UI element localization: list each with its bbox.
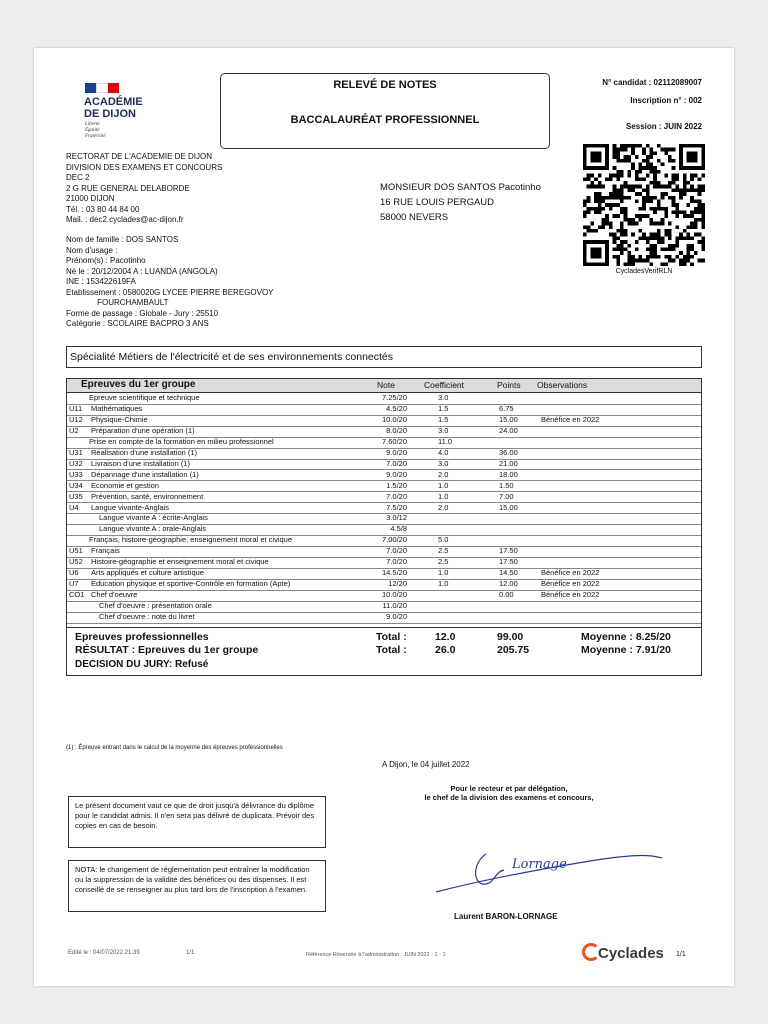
page-number-left: 1/1 (186, 950, 195, 956)
row-code: CO1 (69, 590, 85, 600)
row-coef: 1.0 (438, 579, 449, 589)
row-observation: Bénéfice en 2022 (541, 579, 600, 589)
candidate-info: Nom de famille : DOS SANTOS Nom d'usage : Prénom(s) : Pacotinho Né le : 20/12/2004 A : LUANDA (ANGOLA) INE : 153422619FA Etablissement : 0580020G LYCEE PIERRE BEREGOVOY FOURCHAMBAULT Forme de passage : Globale - Jury : 25510 Catégorie : SCOLAIRE BACPRO 3 ANS (66, 235, 274, 328)
row-label: Langue vivante A : écrite-Anglais (99, 513, 208, 523)
candidate-number: N° candidat : 02112089007 (602, 78, 702, 87)
row-note: 7.0/20 (386, 557, 407, 567)
row-label: Mathématiques (91, 403, 143, 413)
row-code: U35 (69, 491, 83, 501)
row-points: 18.00 (499, 469, 518, 479)
row-label: Français (91, 546, 120, 556)
cyclades-brand: Cyclades (598, 945, 664, 962)
row-note: 7.00/20 (381, 535, 407, 545)
row-note: 8.0/20 (386, 425, 407, 435)
row-code: U51 (69, 546, 83, 556)
row-code: U31 (69, 447, 83, 457)
svg-text:Lornage: Lornage (512, 857, 567, 872)
row-note: 4.5/20 (386, 403, 407, 413)
row-note: 3.0/12 (386, 513, 407, 523)
inscription-number: Inscription n° : 002 (630, 96, 702, 105)
page-number-right: 1/1 (676, 951, 686, 958)
row-coef: 1.0 (438, 568, 449, 578)
row-note: 7.0/20 (386, 458, 407, 468)
row-points: 6.75 (499, 403, 514, 413)
observations-header: Observations (537, 380, 588, 390)
row-note: 4.5/8 (390, 524, 407, 534)
row-note: 12/20 (388, 579, 407, 589)
row-code: U34 (69, 480, 83, 490)
row-label: Arts appliqués et culture artistique (91, 568, 204, 578)
row-coef: 1.5 (438, 403, 449, 413)
row-code: U32 (69, 458, 83, 468)
row-label: Chef d'oeuvre (91, 590, 138, 600)
footnote: (1) : Épreuve entrant dans le calcul de la moyenne des épreuves professionnelles (66, 745, 283, 751)
row-code: U6 (69, 568, 79, 578)
row-coef: 2.0 (438, 469, 449, 479)
row-note: 11.0/20 (382, 601, 407, 611)
row-label: Histoire-géographie et enseignement moral et civique (91, 557, 269, 567)
place-date: A Dijon, le 04 juillet 2022 (382, 760, 470, 769)
grades-table: Epreuves du 1er groupe Note Coefficient Points Observations Epreuve scientifique et technique 7.25/20 3.0 U11 Mathématiques 4.5/20 1.5 6.75 U12 Physique-Chimie 10.0/20 1.5 15.00 Bénéfice en 2022 U2 Préparation d'une opération (1) 8.0/20 3.0 24.00 Prise en compte de la formation en milieu professionnel 7.60/20 11.0 U31 Réalisation d'une installation (1) 9.0/20 4.0 36.00 U32 Livraison d'une installation (1) 7.0/20 3.0 21.00 U33 Dépannage d'une installation (1) 9.0/20 2.0 18.00 U34 Economie et gestion 1.5/20 1.0 1.50 U35 Prévention, santé, environnement 7.0/20 1.0 7.00 U4 Langue vivante-Anglais 7.5/20 2.0 15.00 Langue vivante A : écrite-Anglais 3.0/12 Langue vivante A : orale-Anglais 4.5/8 Français, histoire-géographie, enseignement moral et civique 7.00/20 5.0 U51 Français 7.0/20 2.5 17.50 U52 Histoire-géographie et enseignement moral et civique 7.0/20 2.5 17.50 U6 Arts appliqués et culture artistique 14.5/20 1.0 14.50 Bénéfice en 2022 U7 Education physique et sportive-Contrôle en formation (Apte) 12/20 1.0 12.00 Bénéfice en 2022 CO1 Chef d'oeuvre 10.0/20 0.00 Bénéfice en 2022 Chef d'oeuvre : présentation orale 11.0/20 Chef d'oeuvre : note du livret 9.0/20 Epreuves professionnelles Total : 12.0 99.00 Moyenne : 8.25/20 RÉSULTAT : Epreuves du 1er groupe Total : 26.0 205.75 Moyenne : 7.91/20 DECISION DU JURY: Refusé (66, 378, 702, 676)
row-label: Préparation d'une opération (1) (91, 425, 195, 435)
row-points: 36.00 (499, 447, 518, 457)
note-header: Note (377, 380, 395, 390)
group-header: Epreuves du 1er groupe (81, 379, 196, 390)
coef-header: Coefficient (424, 380, 465, 390)
row-note: 9.0/20 (386, 447, 407, 457)
row-points: 17.50 (499, 546, 518, 556)
row-label: Langue vivante A : orale-Anglais (99, 524, 207, 534)
row-points: 15.00 (499, 502, 518, 512)
document-title: RELEVÉ DE NOTES (333, 79, 437, 91)
row-code: U33 (69, 469, 83, 479)
row-points: 15.00 (499, 414, 518, 424)
row-points: 21.00 (499, 458, 518, 468)
row-points: 1.50 (499, 480, 514, 490)
row-note: 9.0/20 (386, 612, 407, 621)
row-observation: Bénéfice en 2022 (541, 414, 600, 424)
row-note: 14.5/20 (381, 568, 407, 578)
row-coef: 2.5 (438, 557, 449, 567)
row-label: Chef d'oeuvre : note du livret (99, 612, 195, 621)
qr-code-icon (580, 144, 708, 266)
row-code: U4 (69, 502, 79, 512)
row-label: Economie et gestion (91, 480, 159, 490)
french-flag-icon (85, 83, 119, 93)
row-coef: 2.5 (438, 546, 449, 556)
row-note: 7.60/20 (381, 436, 407, 446)
row-note: 7.0/20 (386, 546, 407, 556)
row-label: Prévention, santé, environnement (91, 491, 204, 501)
row-coef: 3.0 (438, 458, 449, 468)
row-label: Prise en compte de la formation en milieu professionnel (89, 436, 274, 446)
row-label: Français, histoire-géographie, enseignement moral et civique (89, 535, 293, 545)
row-label: Physique-Chimie (91, 414, 148, 424)
signatory-name: Laurent BARON-LORNAGE (454, 912, 558, 921)
row-label: Réalisation d'une installation (1) (91, 447, 198, 457)
row-points: 7.00 (499, 491, 514, 501)
row-coef: 1.0 (438, 480, 449, 490)
rectorat-address: RECTORAT DE L'ACADEMIE DE DIJON DIVISION DES EXAMENS ET CONCOURS DEC 2 2 G RUE GENERAL DELABORDE 21000 DIJON Tél. : 03 80 44 84 00 Mail. : dec2.cyclades@ac-dijon.fr (66, 152, 223, 224)
row-note: 7.5/20 (386, 502, 407, 512)
row-coef: 3.0 (438, 393, 449, 402)
row-label: Livraison d'une installation (1) (91, 458, 190, 468)
row-note: 7.25/20 (381, 393, 407, 402)
row-coef: 5.0 (438, 535, 449, 545)
row-points: 0.00 (499, 590, 514, 600)
row-coef: 1.0 (438, 491, 449, 501)
row-note: 10.0/20 (381, 414, 407, 424)
signature-icon (434, 832, 664, 902)
row-coef: 3.0 (438, 425, 449, 435)
row-note: 9.0/20 (386, 469, 407, 479)
row-points: 14.50 (499, 568, 518, 578)
points-header: Points (497, 380, 521, 390)
row-points: 24.00 (499, 425, 518, 435)
row-coef: 4.0 (438, 447, 449, 457)
row-observation: Bénéfice en 2022 (541, 590, 600, 600)
qr-label: CycladesVerifRLN (615, 268, 673, 275)
row-note: 10.0/20 (381, 590, 407, 600)
row-label: Chef d'oeuvre : présentation orale (99, 601, 212, 611)
row-coef: 11.0 (438, 436, 453, 446)
table-row (67, 612, 701, 624)
row-points: 17.50 (499, 557, 518, 567)
validity-notice: Le présent document vaut ce que de droit jusqu'à délivrance du diplôme pour le candidat admis. Il n'en sera pas délivré de duplicata. Prévoir des copies en cas de besoin. (68, 796, 326, 848)
grades-table-header (67, 379, 701, 393)
recipient-address: MONSIEUR DOS SANTOS Pacotinho 16 RUE LOUIS PERGAUD 58000 NEVERS (380, 182, 541, 223)
row-note: 7.0/20 (386, 491, 407, 501)
delegation-text: Pour le recteur et par délégation, le chef de la division des examens et concours, (424, 784, 594, 802)
title-box (220, 73, 550, 149)
regulation-notice: NOTA: le changement de réglementation peut entraîner la modification ou la suppression de la validité des bénéfices ou des dispenses. Il est conseillé de se renseigner au plus tard lors de l'inscription à l'examen. (68, 860, 326, 912)
row-code: U2 (69, 425, 79, 435)
edited-date: Edité le : 04/07/2022 21:39 (68, 950, 140, 956)
document-sheet (34, 48, 734, 986)
row-code: U12 (69, 414, 83, 424)
specialite-box: Spécialité Métiers de l'électricité et de ses environnements connectés (66, 346, 702, 368)
row-coef: 1.5 (438, 414, 449, 424)
row-points: 12.00 (499, 579, 518, 589)
row-code: U52 (69, 557, 83, 567)
republic-motto: Liberté Égalité Fraternité (85, 122, 106, 139)
row-note: 1.5/20 (386, 480, 407, 490)
row-code: U11 (69, 403, 83, 413)
row-coef: 2.0 (438, 502, 449, 512)
row-code: U7 (69, 579, 79, 589)
academie-logo: ACADÉMIE DE DIJON (84, 96, 143, 120)
document-subtitle: BACCALAURÉAT PROFESSIONNEL (290, 114, 480, 126)
session: Session : JUIN 2022 (625, 122, 702, 131)
admin-reference: Référence Réservée à l'administration : JUIN 2022 - 1 - 1 (306, 952, 446, 958)
row-label: Education physique et sportive-Contrôle en formation (Apte) (91, 579, 291, 589)
row-label: Dépannage d'une installation (1) (91, 469, 199, 479)
row-label: Epreuve scientifique et technique (89, 393, 200, 402)
row-observation: Bénéfice en 2022 (541, 568, 600, 578)
row-label: Langue vivante-Anglais (91, 502, 169, 512)
